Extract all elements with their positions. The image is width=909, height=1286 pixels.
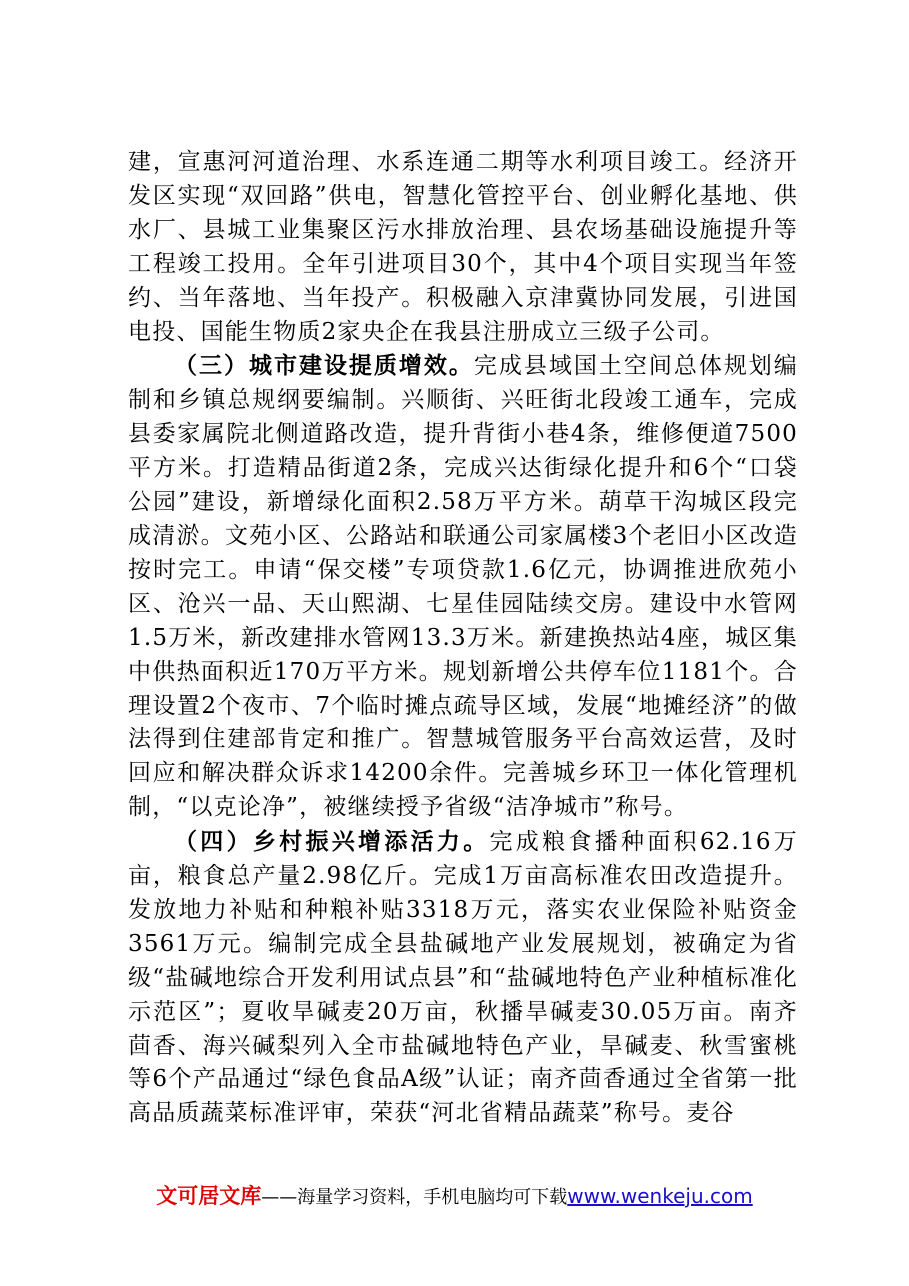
section-heading-rural-revitalization: （四）乡村振兴增添活力。 bbox=[174, 828, 490, 856]
footer-brand-name: 文可居文库 bbox=[156, 1184, 262, 1208]
footer-banner bbox=[0, 1183, 909, 1211]
footer-website-link[interactable]: www.wenkeju.com bbox=[567, 1184, 753, 1208]
paragraph-rural-revitalization bbox=[128, 825, 798, 1131]
paragraph-continuation bbox=[128, 146, 798, 349]
document-body bbox=[128, 146, 798, 1131]
paragraph-text: 完成粮食播种面积62.16万亩，粮食总产量2.98亿斤。完成1万亩高标准农田改造提升。发放地力补贴和种粮补贴3318万元，落实农业保险补贴资金3561万元。编制完成全县盐碱地产业发展规划，被确定为省级“盐碱地综合开发利用试点县”和“盐碱地特色产业种植标准化示范区”；夏收旱碱麦20万亩，秋播旱碱麦30.05万亩。南齐茴香、海兴碱梨列入全市盐碱地特色产业，旱碱麦、秋雪蜜桃等6个产品通过“绿色食品A级”认证；南齐茴香通过全省第一批高品质蔬菜标准评审，荣获“河北省精品蔬菜”称号。麦谷 bbox=[128, 829, 798, 1127]
paragraph-text: 建，宣惠河河道治理、水系连通二期等水利项目竣工。经济开发区实现“双回路”供电，智慧化管控平台、创业孵化基地、供水厂、县城工业集聚区污水排放治理、县农场基础设施提升等工程竣工投用。全年引进项目30个，其中4个项目实现当年签约、当年落地、当年投产。积极融入京津冀协同发展，引进国电投、国能生物质2家央企在我县注册成立三级子公司。 bbox=[128, 149, 798, 345]
footer-tagline: ——海量学习资料，手机电脑均可下载 bbox=[261, 1187, 568, 1208]
paragraph-text: 完成县域国土空间总体规划编制和乡镇总规纲要编制。兴顺街、兴旺街北段竣工通车，完成县委家属院北侧道路改造，提升背街小巷4条，维修便道7500平方米。打造精品街道2条，完成兴达街绿化提升和6个“口袋公园”建设，新增绿化面积2.58万平方米。葫草干沟城区段完成清淤。文苑小区、公路站和联通公司家属楼3个老旧小区改造按时完工。申请“保交楼”专项贷款1.6亿元，协调推进欣苑小区、沧兴一品、天山熙湖、七星佳园陆续交房。建设中水管网1.5万米，新改建排水管网13.3万米。新建换热站4座，城区集中供热面积近170万平方米。规划新增公共停车位1181个。合理设置2个夜市、7个临时摊点疏导区域，发展“地摊经济”的做法得到住建部肯定和推广。智慧城管服务平台高效运营，及时回应和解决群众诉求14200余件。完善城乡环卫一体化管理机制，“以克论净”，被继续授予省级“洁净城市”称号。 bbox=[128, 353, 798, 821]
paragraph-urban-construction bbox=[128, 349, 798, 825]
section-heading-urban-construction: （三）城市建设提质增效。 bbox=[174, 352, 474, 380]
